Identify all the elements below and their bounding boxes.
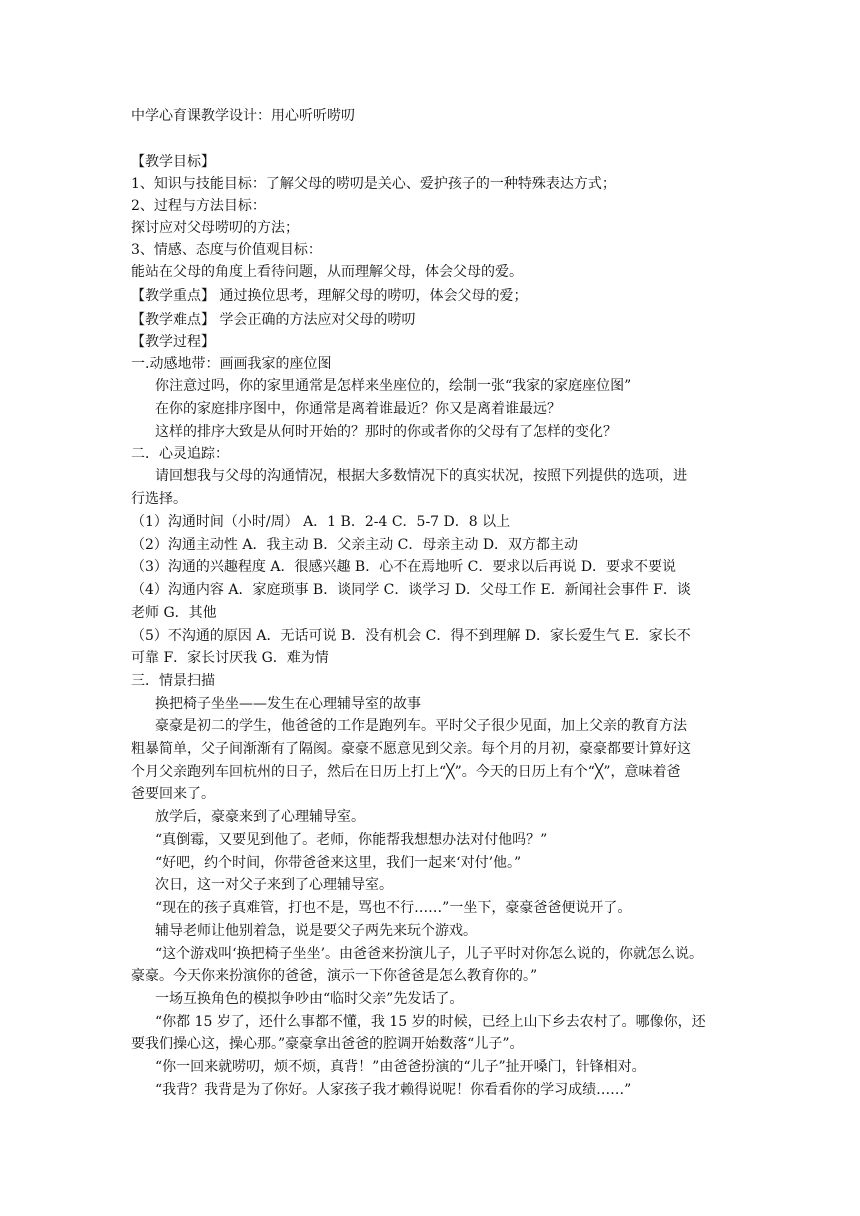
paragraph-line: “我背？我背是为了你好。人家孩子我才赖得说呢！你看看你的学习成绩……”: [155, 1082, 632, 1098]
survey-question: （1）沟通时间（小时/周） A．1 B．2-4 C．5-7 D．8 以上: [131, 514, 511, 530]
survey-question: （5）不沟通的原因 A．无话可说 B．没有机会 C．得不到理解 D．家长爱生气 E．家长不: [131, 628, 691, 644]
paragraph-line: 粗暴简单，父子间渐渐有了隔阂。豪豪不愿意见到父亲。每个月的月初，豪豪都要计算好这: [131, 741, 691, 757]
paragraph-line: 这样的排序大致是从何时开始的？那时的你或者你的父母有了怎样的变化？: [155, 424, 617, 440]
paragraph-line: 在你的家庭排序图中，你通常是离着谁最近？你又是离着谁最远？: [155, 401, 561, 417]
paragraph-line: 个月父亲跑列车回杭州的日子，然后在日历上打上“╳”。今天的日历上有个“╳”，意味着爸: [131, 764, 681, 780]
heading-difficulties: 【教学难点】 学会正确的方法应对父母的唠叨: [131, 312, 416, 328]
paragraph-line: “这个游戏叫‘换把椅子坐坐’。由爸爸来扮演儿子，儿子平时对你怎么说的，你就怎么说。: [155, 946, 704, 962]
survey-question: 老师 G．其他: [131, 605, 217, 621]
section-heading: 二．心灵追踪：: [131, 446, 229, 462]
paragraph-line: “你都 15 岁了，还什么事都不懂，我 15 岁的时候，已经上山下乡去农村了。哪像你，还: [155, 1014, 706, 1030]
paragraph-line: “现在的孩子真难管，打也不是，骂也不行……”一坐下，豪豪爸爸便说开了。: [155, 900, 632, 916]
heading-objectives: 【教学目标】: [131, 154, 215, 170]
paragraph-line: “好吧，约个时间，你带爸爸来这里，我们一起来‘对付’他。”: [155, 855, 522, 871]
heading-key-points: 【教学重点】 通过换位思考，理解父母的唠叨，体会父母的爱；: [131, 288, 528, 304]
section-heading: 三．情景扫描: [131, 673, 215, 689]
paragraph-line: 探讨应对父母唠叨的方法；: [131, 220, 299, 236]
survey-question: （3）沟通的兴趣程度 A．很感兴趣 B．心不在焉地听 C．要求以后再说 D．要求不要说: [131, 559, 677, 575]
paragraph-line: 请回想我与父母的沟通情况，根据大多数情况下的真实状况，按照下列提供的选项，进: [155, 468, 687, 484]
paragraph-line: 豪豪。今天你来扮演你的爸爸，演示一下你爸爸是怎么教育你的。”: [131, 968, 538, 984]
paragraph-line: 要我们操心这，操心那。”豪豪拿出爸爸的腔调开始数落“儿子”。: [131, 1036, 524, 1052]
survey-question: （4）沟通内容 A．家庭琐事 B．谈同学 C．谈学习 D．父母工作 E．新闻社会事件 F．谈: [131, 582, 691, 598]
paragraph-line: 辅导老师让他别着急，说是要父子两先来玩个游戏。: [155, 923, 477, 939]
paragraph-line: 豪豪是初二的学生，他爸爸的工作是跑列车。平时父子很少见面，加上父亲的教育方法: [155, 718, 687, 734]
document-title: 中学心育课教学设计：用心听听唠叨: [131, 108, 355, 124]
story-title: 换把椅子坐坐——发生在心理辅导室的故事: [155, 696, 421, 712]
paragraph-line: 爸要回来了。: [131, 786, 215, 802]
paragraph-line: “真倒霉，又要见到他了。老师，你能帮我想想办法对付他吗？”: [155, 832, 548, 848]
paragraph-line: “你一回来就唠叨，烦不烦，真背！”由爸爸扮演的“儿子”扯开嗓门，针锋相对。: [155, 1059, 646, 1075]
heading-process: 【教学过程】: [131, 334, 215, 350]
section-heading: 一.动感地带：画画我家的座位图: [131, 356, 332, 372]
paragraph-line: 3、情感、态度与价值观目标：: [131, 242, 322, 258]
paragraph-line: 放学后，豪豪来到了心理辅导室。: [155, 809, 365, 825]
paragraph-line: 1、知识与技能目标：了解父母的唠叨是关心、爱护孩子的一种特殊表达方式；: [131, 176, 616, 192]
survey-question: 可靠 F．家长讨厌我 G．难为情: [131, 650, 329, 666]
paragraph-line: 你注意过吗，你的家里通常是怎样来坐座位的，绘制一张“我家的家庭座位图”: [155, 378, 632, 394]
paragraph-line: 行选择。: [131, 491, 187, 507]
survey-question: （2）沟通主动性 A．我主动 B．父亲主动 C．母亲主动 D．双方都主动: [131, 537, 579, 553]
paragraph-line: 一场互换角色的模拟争吵由“临时父亲”先发话了。: [155, 991, 464, 1007]
paragraph-line: 2、过程与方法目标：: [131, 198, 266, 214]
paragraph-line: 次日，这一对父子来到了心理辅导室。: [155, 877, 393, 893]
paragraph-line: 能站在父母的角度上看待问题，从而理解父母，体会父母的爱。: [131, 264, 523, 280]
